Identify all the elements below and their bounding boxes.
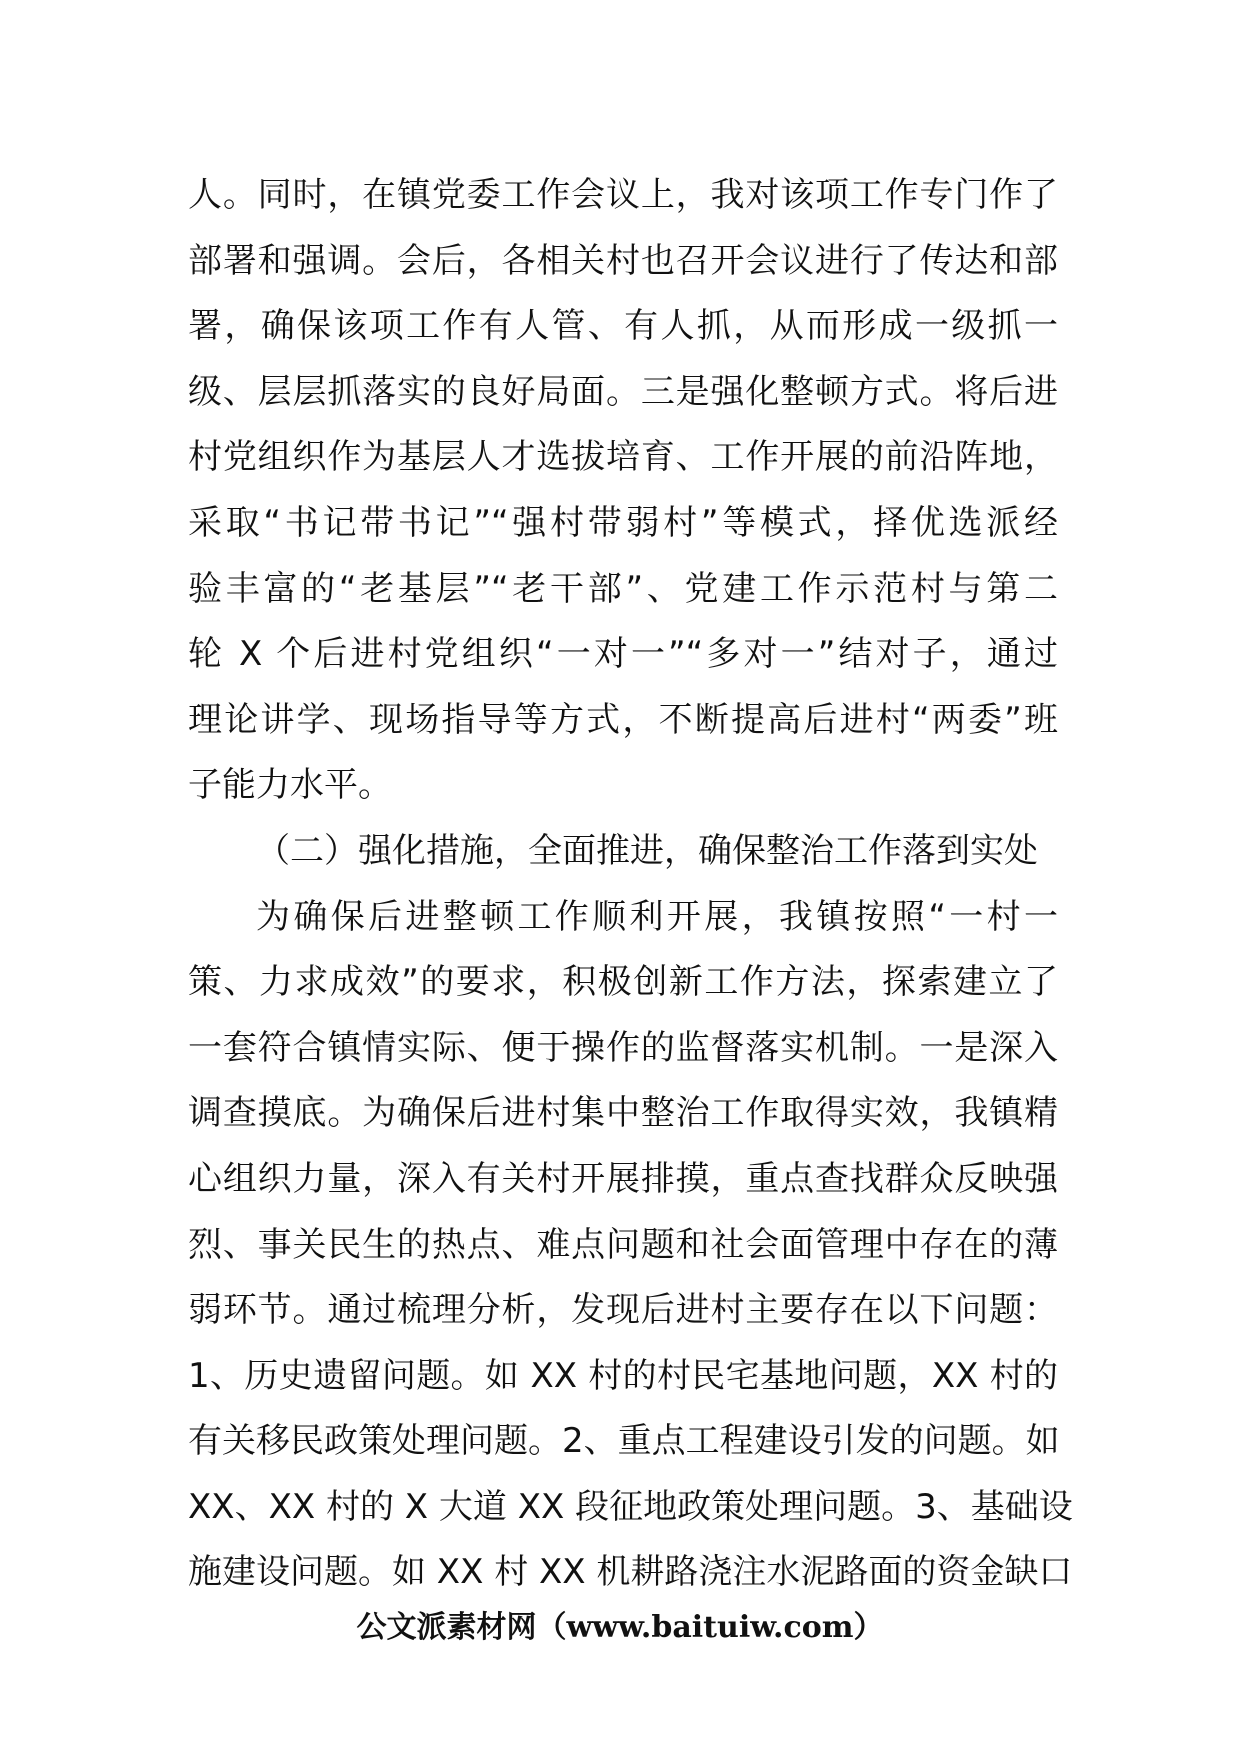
- body-line: 调查摸底。为确保后进村集中整治工作取得实效，我镇精: [188, 1093, 1058, 1134]
- body-line: 心组织力量，深入有关村开展排摸，重点查找群众反映强: [188, 1158, 1058, 1199]
- body-line: 采取“书记带书记”“强村带弱村”等模式，择优选派经: [188, 502, 1058, 543]
- body-line: 村党组织作为基层人才选拔培育、工作开展的前沿阵地，: [188, 437, 1058, 478]
- body-line: 1、历史遗留问题。如 XX 村的村民宅基地问题，XX 村的: [188, 1355, 1058, 1396]
- body-line: 验丰富的“老基层”“老干部”、党建工作示范村与第二: [188, 568, 1058, 609]
- footer-watermark: 公文派素材网（www.baituiw.com）: [356, 1610, 884, 1645]
- body-line: 为确保后进整顿工作顺利开展，我镇按照“一村一: [256, 896, 1058, 937]
- body-line: 人。同时，在镇党委工作会议上，我对该项工作专门作了: [188, 175, 1058, 215]
- document-body: [188, 163, 1073, 1606]
- body-line: 级、层层抓落实的良好局面。三是强化整顿方式。将后进: [188, 371, 1058, 412]
- body-line: XX、XX 村的 X 大道 XX 段征地政策处理问题。3、基础设: [188, 1486, 1073, 1527]
- body-line: 弱环节。通过梳理分析，发现后进村主要存在以下问题：: [188, 1290, 1058, 1331]
- body-line: 署，确保该项工作有人管、有人抓，从而形成一级抓一: [188, 306, 1058, 347]
- body-line: 部署和强调。会后，各相关村也召开会议进行了传达和部: [188, 240, 1058, 281]
- body-line: 有关移民政策处理问题。2、重点工程建设引发的问题。如: [188, 1421, 1060, 1462]
- body-line: 策、力求成效”的要求，积极创新工作方法，探索建立了: [188, 962, 1058, 1003]
- section-heading: （二）强化措施，全面推进，确保整治工作落到实处: [256, 830, 1038, 871]
- body-line: 子能力水平。: [188, 765, 392, 806]
- body-line: 一套符合镇情实际、便于操作的监督落实机制。一是深入: [188, 1027, 1058, 1068]
- body-line: 理论讲学、现场指导等方式，不断提高后进村“两委”班: [188, 699, 1058, 740]
- body-line: 施建设问题。如 XX 村 XX 机耕路浇注水泥路面的资金缺口: [188, 1552, 1073, 1593]
- body-line: 轮 X 个后进村党组织“一对一”“多对一”结对子，通过: [188, 634, 1058, 675]
- body-line: 烈、事关民生的热点、难点问题和社会面管理中存在的薄: [188, 1224, 1058, 1265]
